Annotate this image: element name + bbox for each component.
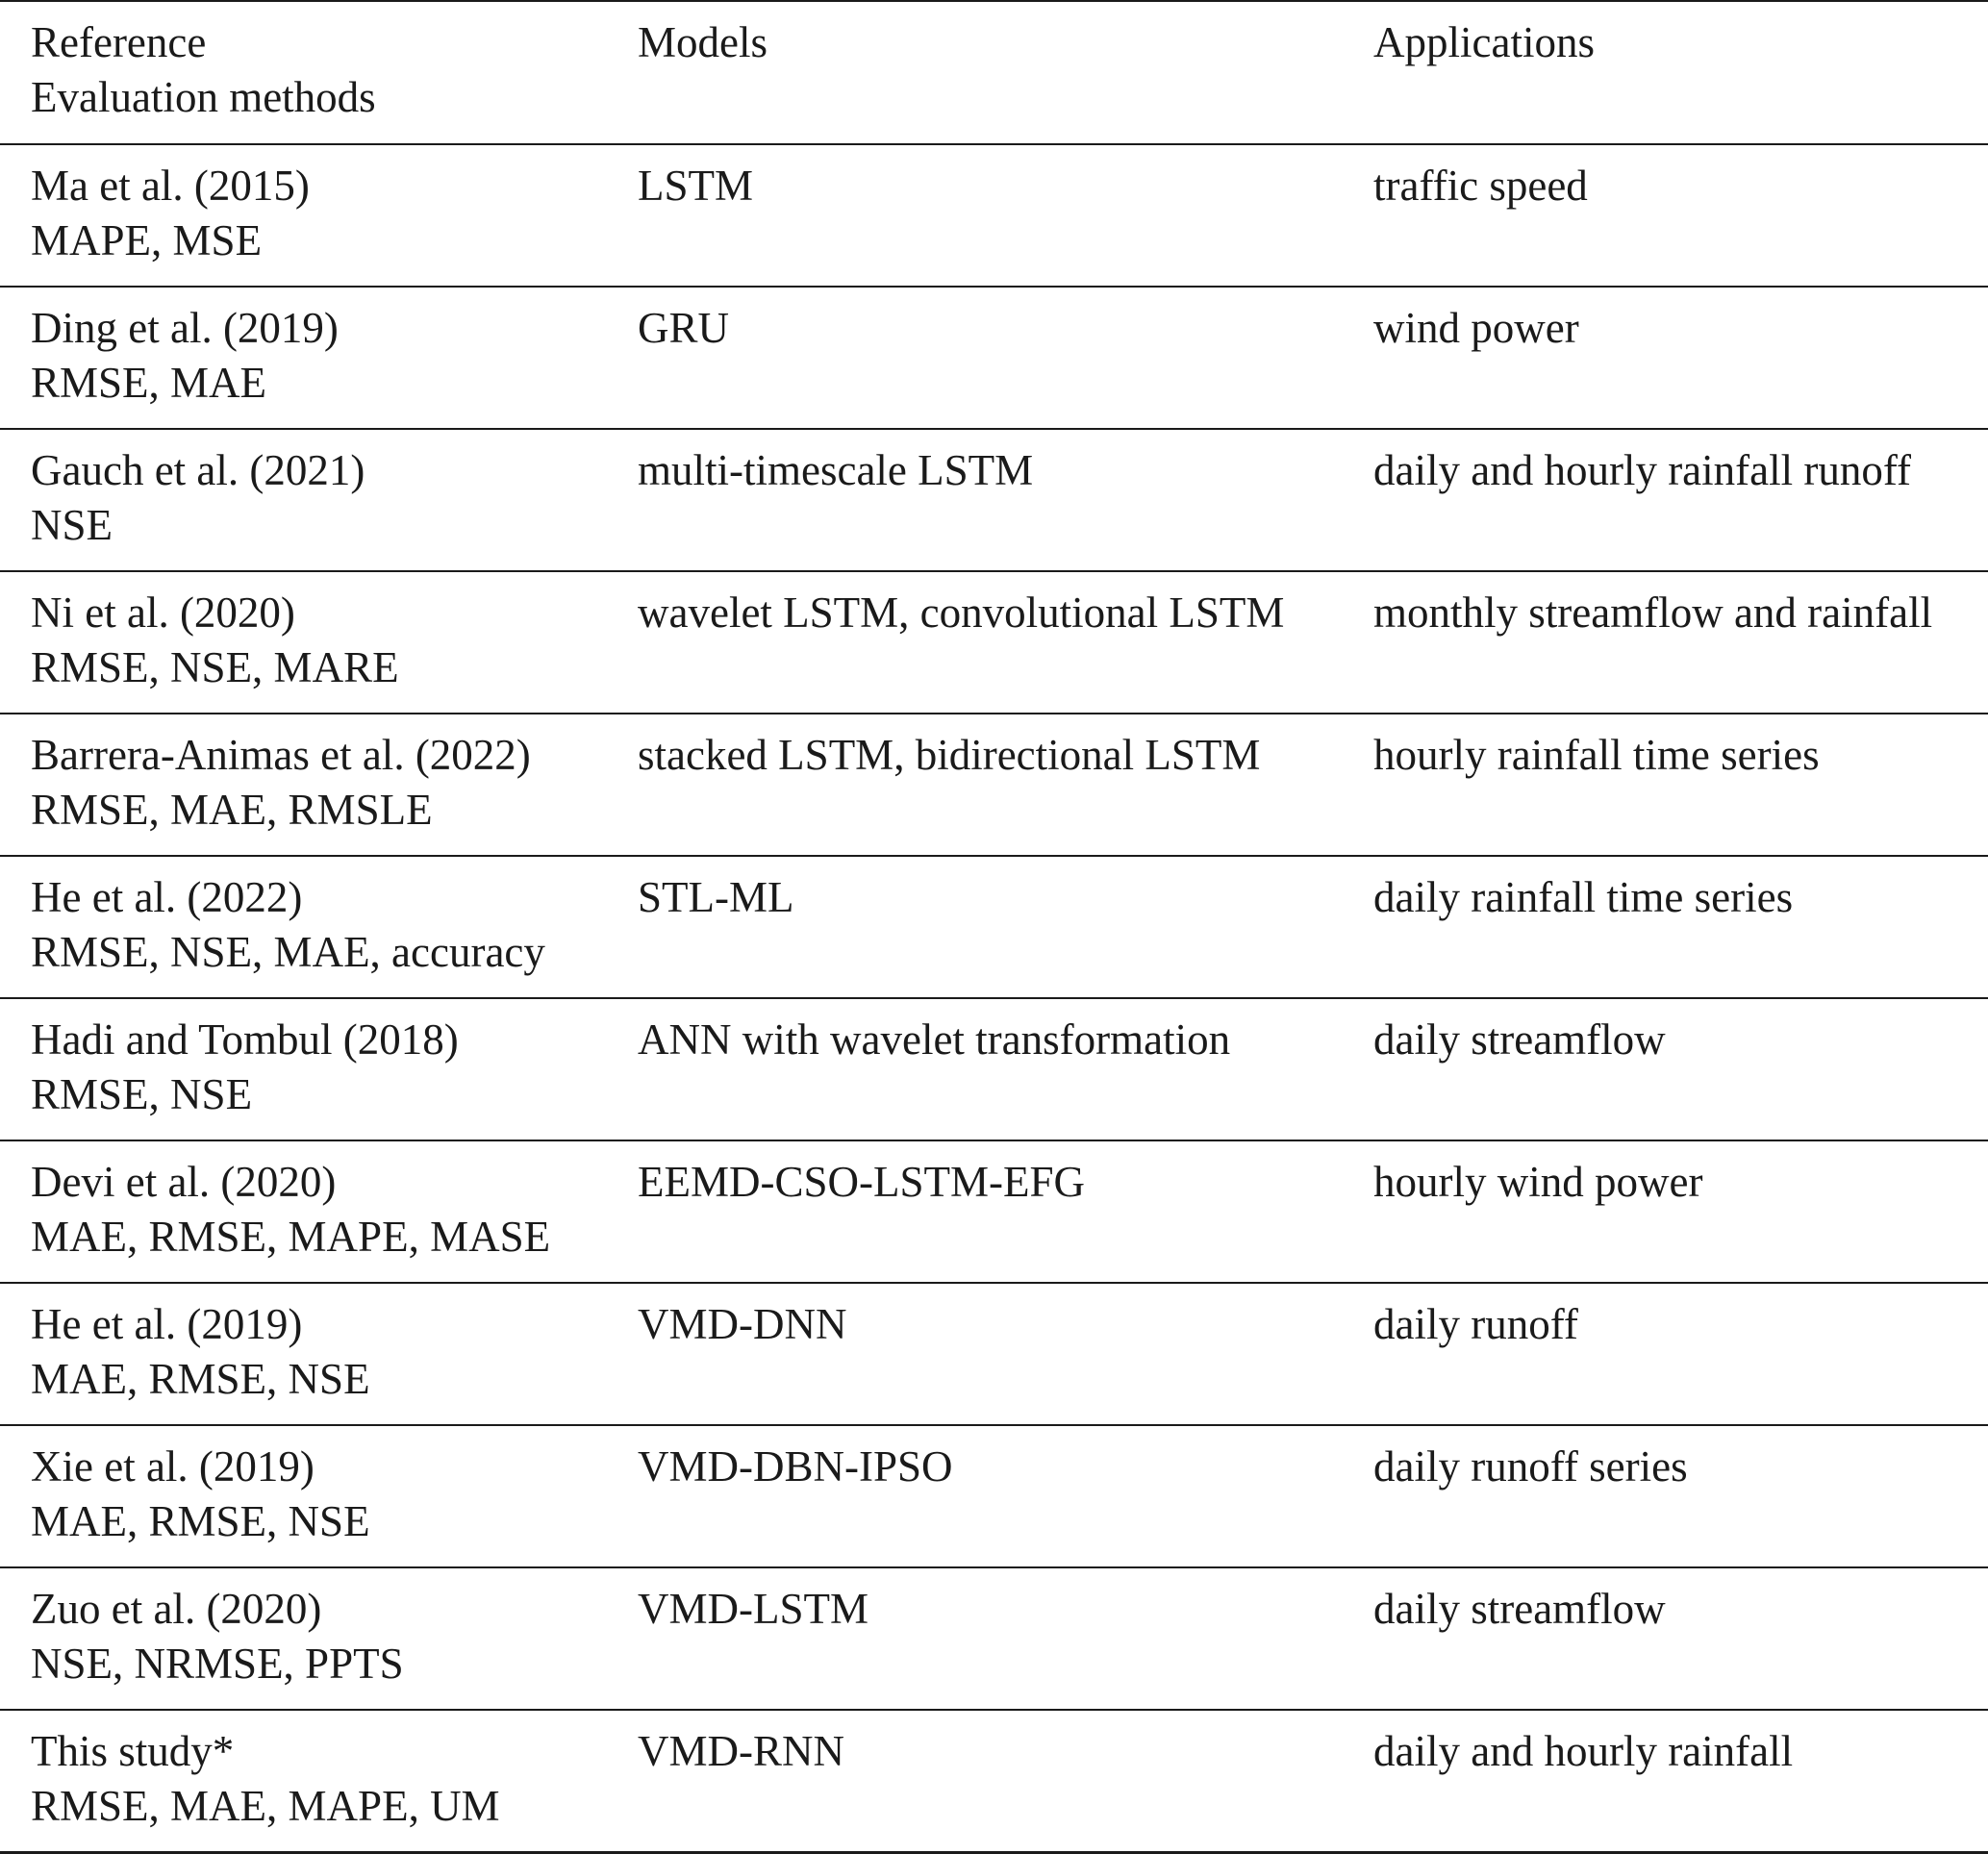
application-text: wind power (1373, 304, 1579, 352)
application-text: daily and hourly rainfall (1373, 1727, 1794, 1775)
reference-text: Ma et al. (2015) (31, 162, 310, 210)
application-cell (1373, 714, 1988, 856)
table-row (0, 144, 1988, 287)
model-text: EEMD-CSO-LSTM-EFG (638, 1158, 1086, 1206)
model-cell (638, 1425, 1373, 1567)
reference-text: Ni et al. (2020) (31, 589, 295, 637)
table-row (0, 1140, 1988, 1283)
evaluation-text: NSE, NRMSE, PPTS (31, 1640, 404, 1688)
reference-text: Zuo et al. (2020) (31, 1585, 322, 1633)
reference-text: Barrera-Animas et al. (2022) (31, 731, 531, 779)
model-text: VMD-RNN (638, 1727, 845, 1775)
application-cell (1373, 1283, 1988, 1425)
application-text: hourly rainfall time series (1373, 731, 1820, 779)
application-cell (1373, 287, 1988, 429)
table-row (0, 287, 1988, 429)
reference-text: He et al. (2022) (31, 873, 303, 921)
evaluation-text: RMSE, MAE, MAPE, UM (31, 1782, 500, 1830)
evaluation-text: MAE, RMSE, NSE (31, 1497, 370, 1545)
application-text: daily streamflow (1373, 1585, 1666, 1633)
table-row (0, 998, 1988, 1140)
model-cell (638, 714, 1373, 856)
table-row (0, 1425, 1988, 1567)
reference-cell (0, 856, 638, 998)
application-cell (1373, 1710, 1988, 1852)
model-cell (638, 1710, 1373, 1852)
reference-cell (0, 1710, 638, 1852)
evaluation-text: RMSE, NSE, MARE (31, 643, 399, 691)
header-applications: Applications (1373, 18, 1595, 66)
reference-cell (0, 1567, 638, 1710)
header-evaluation-methods: Evaluation methods (31, 73, 376, 121)
application-cell (1373, 144, 1988, 287)
table-row (0, 429, 1988, 571)
table-row (0, 856, 1988, 998)
application-text: hourly wind power (1373, 1158, 1703, 1206)
table-row (0, 1567, 1988, 1710)
evaluation-text: RMSE, NSE (31, 1070, 253, 1118)
evaluation-text: MAE, RMSE, NSE (31, 1355, 370, 1403)
model-text: VMD-DNN (638, 1300, 847, 1348)
model-text: LSTM (638, 162, 754, 210)
table-row (0, 1283, 1988, 1425)
application-text: daily runoff (1373, 1300, 1578, 1348)
table-row (0, 1710, 1988, 1852)
header-reference-cell (0, 1, 638, 144)
reference-cell (0, 1283, 638, 1425)
application-cell (1373, 856, 1988, 998)
reference-text: He et al. (2019) (31, 1300, 303, 1348)
model-cell (638, 287, 1373, 429)
table-header-row (0, 1, 1988, 144)
reference-cell (0, 429, 638, 571)
header-models-cell (638, 1, 1373, 144)
reference-text: Devi et al. (2020) (31, 1158, 337, 1206)
reference-cell (0, 144, 638, 287)
model-text: wavelet LSTM, convolutional LSTM (638, 589, 1285, 637)
model-text: multi-timescale LSTM (638, 446, 1034, 494)
header-models: Models (638, 18, 768, 66)
application-cell (1373, 998, 1988, 1140)
application-text: traffic speed (1373, 162, 1588, 210)
model-text: STL-ML (638, 873, 794, 921)
model-cell (638, 856, 1373, 998)
model-cell (638, 144, 1373, 287)
evaluation-text: MAPE, MSE (31, 216, 263, 264)
reference-cell (0, 998, 638, 1140)
application-text: daily and hourly rainfall runoff (1373, 446, 1912, 494)
evaluation-text: MAE, RMSE, MAPE, MASE (31, 1213, 551, 1261)
evaluation-text: RMSE, MAE, RMSLE (31, 786, 433, 834)
reference-cell (0, 287, 638, 429)
evaluation-text: NSE (31, 501, 113, 549)
application-text: daily rainfall time series (1373, 873, 1794, 921)
table-row (0, 571, 1988, 714)
header-applications-cell (1373, 1, 1988, 144)
header-reference: Reference (31, 18, 207, 66)
model-cell (638, 571, 1373, 714)
application-text: monthly streamflow and rainfall (1373, 589, 1933, 637)
reference-cell (0, 714, 638, 856)
application-cell (1373, 1425, 1988, 1567)
model-text: VMD-DBN-IPSO (638, 1442, 953, 1491)
model-cell (638, 1283, 1373, 1425)
application-text: daily runoff series (1373, 1442, 1688, 1491)
model-text: stacked LSTM, bidirectional LSTM (638, 731, 1261, 779)
reference-text: Hadi and Tombul (2018) (31, 1015, 459, 1064)
reference-text: Xie et al. (2019) (31, 1442, 315, 1491)
reference-text: Ding et al. (2019) (31, 304, 339, 352)
model-cell (638, 1140, 1373, 1283)
table-row (0, 714, 1988, 856)
reference-cell (0, 1425, 638, 1567)
application-cell (1373, 429, 1988, 571)
model-text: VMD-LSTM (638, 1585, 869, 1633)
application-text: daily streamflow (1373, 1015, 1666, 1064)
reference-cell (0, 571, 638, 714)
application-cell (1373, 1140, 1988, 1283)
model-cell (638, 429, 1373, 571)
evaluation-text: RMSE, MAE (31, 359, 267, 407)
reference-text: Gauch et al. (2021) (31, 446, 365, 494)
evaluation-text: RMSE, NSE, MAE, accuracy (31, 928, 545, 976)
application-cell (1373, 1567, 1988, 1710)
model-text: ANN with wavelet transformation (638, 1015, 1231, 1064)
reference-text: This study* (31, 1727, 235, 1775)
table-body (0, 1, 1988, 1852)
application-cell (1373, 571, 1988, 714)
model-cell (638, 1567, 1373, 1710)
reference-cell (0, 1140, 638, 1283)
model-cell (638, 998, 1373, 1140)
model-text: GRU (638, 304, 730, 352)
